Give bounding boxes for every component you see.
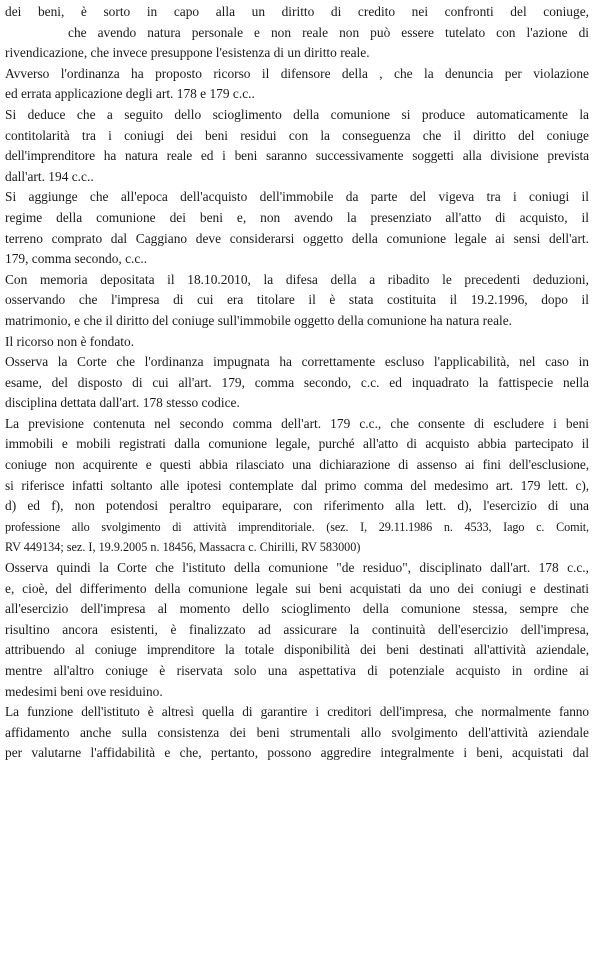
text-line: medesimi beni ove residuino. [5,683,163,699]
text-line: professione allo svolgimento di attività imprenditoriale. (sez. I, 29.11.1986 n. 4533, Iago c. Comit, [5,519,589,534]
text-line: terreno comprato dal Caggiano deve considerarsi oggetto della comunione legale ai sensi dell'art. [5,230,589,246]
text-line: affidamento anche sulla consistenza dei beni strumentali allo svolgimento dell'attività aziendale [5,724,589,740]
text-line: attribuendo al coniuge imprenditore la totale disponibilità dei beni destinati all'attività aziendale, [5,642,589,658]
text-line: matrimonio, e che il diritto del coniuge sull'immobile oggetto della comunione ha natura reale. [5,312,513,328]
text-line: La funzione dell'istituto è altresì quella di garantire i creditori dell'impresa, che normalmente fanno [5,704,589,720]
text-line: La previsione contenuta nel secondo comma dell'art. 179 c.c., che consente di escludere i beni [5,415,589,431]
paragraph-provision [5,414,589,558]
text-line: per valutarne l'affidabilità e che, pertanto, possono aggredire integralmente i beni, acquistati dal [5,745,589,761]
text-line: ed errata applicazione degli art. 178 e 179 c.c.. [5,86,255,102]
text-line: si riferisce infatti soltanto alle ipotesi contemplate dal primo comma del medesimo art. 179 lett. c), [5,477,589,493]
paragraph-ruling [5,332,589,353]
text-line: dell'imprenditore ha natura reale ed i beni saranno successivamente soggetti alla divisione prevista [5,148,589,164]
paragraph-court-observation [5,352,589,414]
text-line: osservando che l'impresa di cui era titolare il è stata costituita il 19.2.1996, dopo il [5,292,589,308]
text-line: all'esercizio dell'impresa al momento dello scioglimento della comunione stessa, sempre che [5,601,589,617]
text-line: regime della comunione dei beni e, non avendo la presenziato all'atto di acquisto, il [5,209,589,225]
text-line: e, cioè, del differimento della comunione legale sui beni acquistati da uno dei coniugi e destinati [5,580,589,596]
text-line: Osserva la Corte che l'ordinanza impugnata ha correttamente escluso l'applicabilità, nel caso in [5,354,589,370]
text-line: coniuge non acquirente e questi abbia rilasciato una dichiarazione di assenso ai fini dell'esclusione, [5,457,589,473]
text-line: Si deduce che a seguito dello scioglimento della comunione si produce automaticamente la [5,106,589,122]
paragraph-addition [5,187,589,269]
text-line: disciplina dettata dall'art. 178 stesso codice. [5,395,240,411]
text-line: che avendo natura personale e non reale non può essere tutelato con l'azione di [68,24,589,40]
text-line: d) ed f), non potendosi peraltro equiparare, con riferimento alla lett. d), l'esercizio di una [5,498,589,514]
text-line: 179, comma secondo, c.c.. [5,251,148,267]
text-line: Con memoria depositata il 18.10.2010, la difesa della a ribadito le precedenti deduzioni, [5,271,589,287]
text-line: Osserva quindi la Corte che l'istituto della comunione "de residuo", disciplinato dall'art. 178 c.c., [5,560,589,576]
text-line: risultino ancora esistenti, è finalizzato ad assicurare la continuità dell'esercizio dell'impresa, [5,621,589,637]
text-line: Avverso l'ordinanza ha proposto ricorso il difensore della , che la denuncia per violazione [5,65,589,81]
text-line: RV 449134; sez. I, 19.9.2005 n. 18456, Massacra c. Chirilli, RV 583000) [5,540,361,555]
paragraph-memoria [5,270,589,332]
text-line: Il ricorso non è fondato. [5,333,135,349]
text-line: dall'art. 194 c.c.. [5,168,94,184]
text-line: contitolarità tra i coniugi dei beni residui con la conseguenza che il diritto del coniuge [5,127,589,143]
paragraph-function [5,702,589,764]
text-line: dei beni, è sorto in capo alla un diritto di credito nei confronti del coniuge, [5,4,589,19]
paragraph-appeal [5,64,589,105]
paragraph-deduction [5,105,589,187]
text-line: esame, del disposto di cui all'art. 179, comma secondo, c.c. ed inquadrato la fattispecie nella [5,374,589,390]
text-line: mentre all'altro coniuge è riservata solo una aspettativa di potenziale acquisto in ordine ai [5,663,589,678]
paragraph-de-residuo [5,558,589,702]
text-line: Si aggiunge che all'epoca dell'acquisto dell'immobile da parte del vigeva tra i coniugi il [5,189,589,205]
text-line: rivendicazione, che invece presuppone l'esistenza di un diritto reale. [5,45,370,61]
text-line: immobili e mobili registrati dalla comunione legale, purché all'atto di acquisto abbia partecipato il [5,436,589,452]
paragraph-credit-right [5,2,589,64]
